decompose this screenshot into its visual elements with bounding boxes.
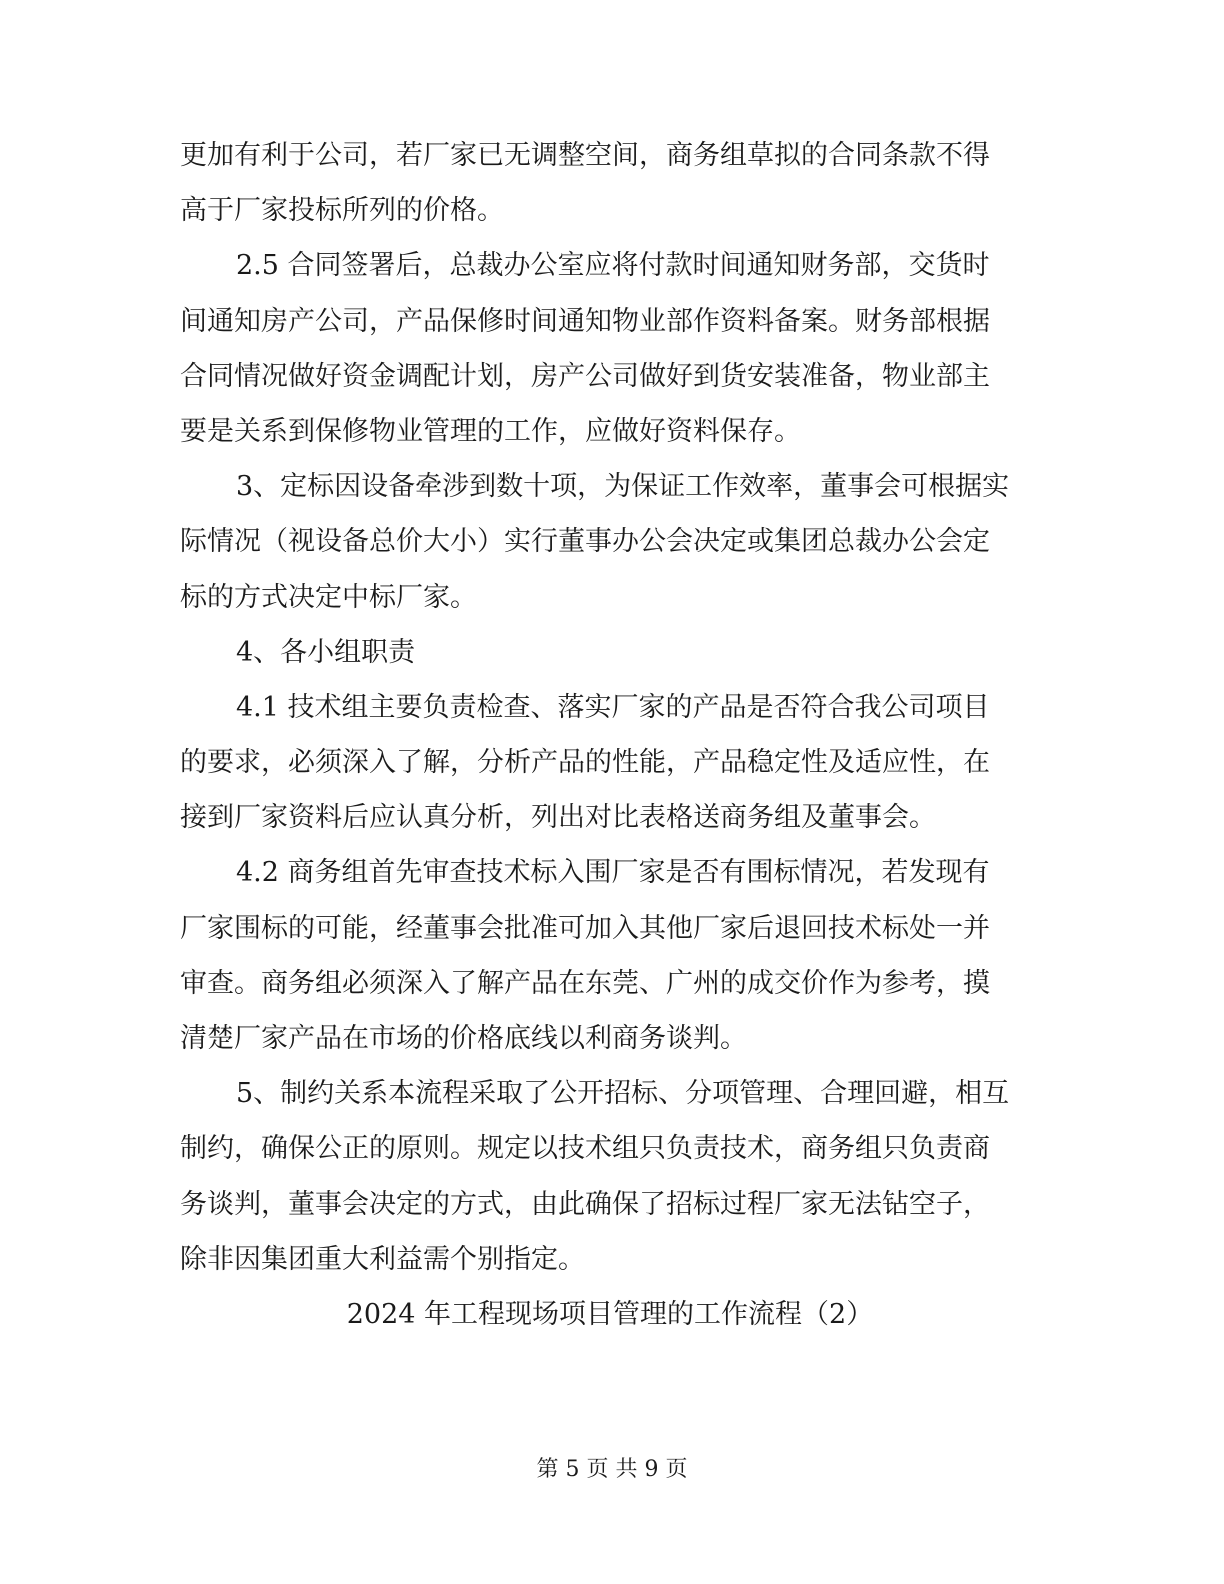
body-line: 标的方式决定中标厂家。 [180,581,477,613]
page-number-footer: 第 5 页 共 9 页 [536,1457,688,1482]
body-line: 间通知房产公司，产品保修时间通知物业部作资料备案。财务部根据 [180,305,990,337]
body-line: 要是关系到保修物业管理的工作，应做好资料保存。 [180,415,801,447]
body-line: 合同情况做好资金调配计划，房产公司做好到货安装准备，物业部主 [180,360,990,392]
body-line: 的要求，必须深入了解，分析产品的性能，产品稳定性及适应性，在 [180,747,990,779]
body-line: 5、制约关系本流程采取了公开招标、分项管理、合理回避，相互 [236,1078,1010,1110]
document-body [180,128,1040,1342]
body-line: 清楚厂家产品在市场的价格底线以利商务谈判。 [180,1023,747,1054]
body-line: 除非因集团重大利益需个别指定。 [180,1243,585,1275]
body-line: 接到厂家资料后应认真分析，列出对比表格送商务组及董事会。 [180,802,936,834]
body-line: 4.2 商务组首先审查技术标入围厂家是否有围标情况，若发现有 [236,857,990,889]
body-line: 2.5 合同签署后，总裁办公室应将付款时间通知财务部，交货时 [236,250,990,282]
body-line: 4、各小组职责 [236,636,416,668]
body-line: 厂家围标的可能，经董事会批准可加入其他厂家后退回技术标处一并 [180,912,990,944]
body-line: 际情况（视设备总价大小）实行董事办公会决定或集团总裁办公会定 [180,526,990,558]
section-heading: 2024 年工程现场项目管理的工作流程（2） [346,1298,874,1330]
body-line: 制约，确保公正的原则。规定以技术组只负责技术，商务组只负责商 [180,1133,990,1165]
body-line: 务谈判，董事会决定的方式，由此确保了招标过程厂家无法钻空子， [180,1188,990,1220]
body-line: 审查。商务组必须深入了解产品在东莞、广州的成交价作为参考，摸 [180,967,990,999]
body-line: 3、定标因设备牵涉到数十项，为保证工作效率，董事会可根据实 [236,471,1010,503]
body-line: 更加有利于公司，若厂家已无调整空间，商务组草拟的合同条款不得 [180,140,990,171]
body-line: 高于厂家投标所列的价格。 [180,195,504,227]
body-line: 4.1 技术组主要负责检查、落实厂家的产品是否符合我公司项目 [236,691,990,723]
